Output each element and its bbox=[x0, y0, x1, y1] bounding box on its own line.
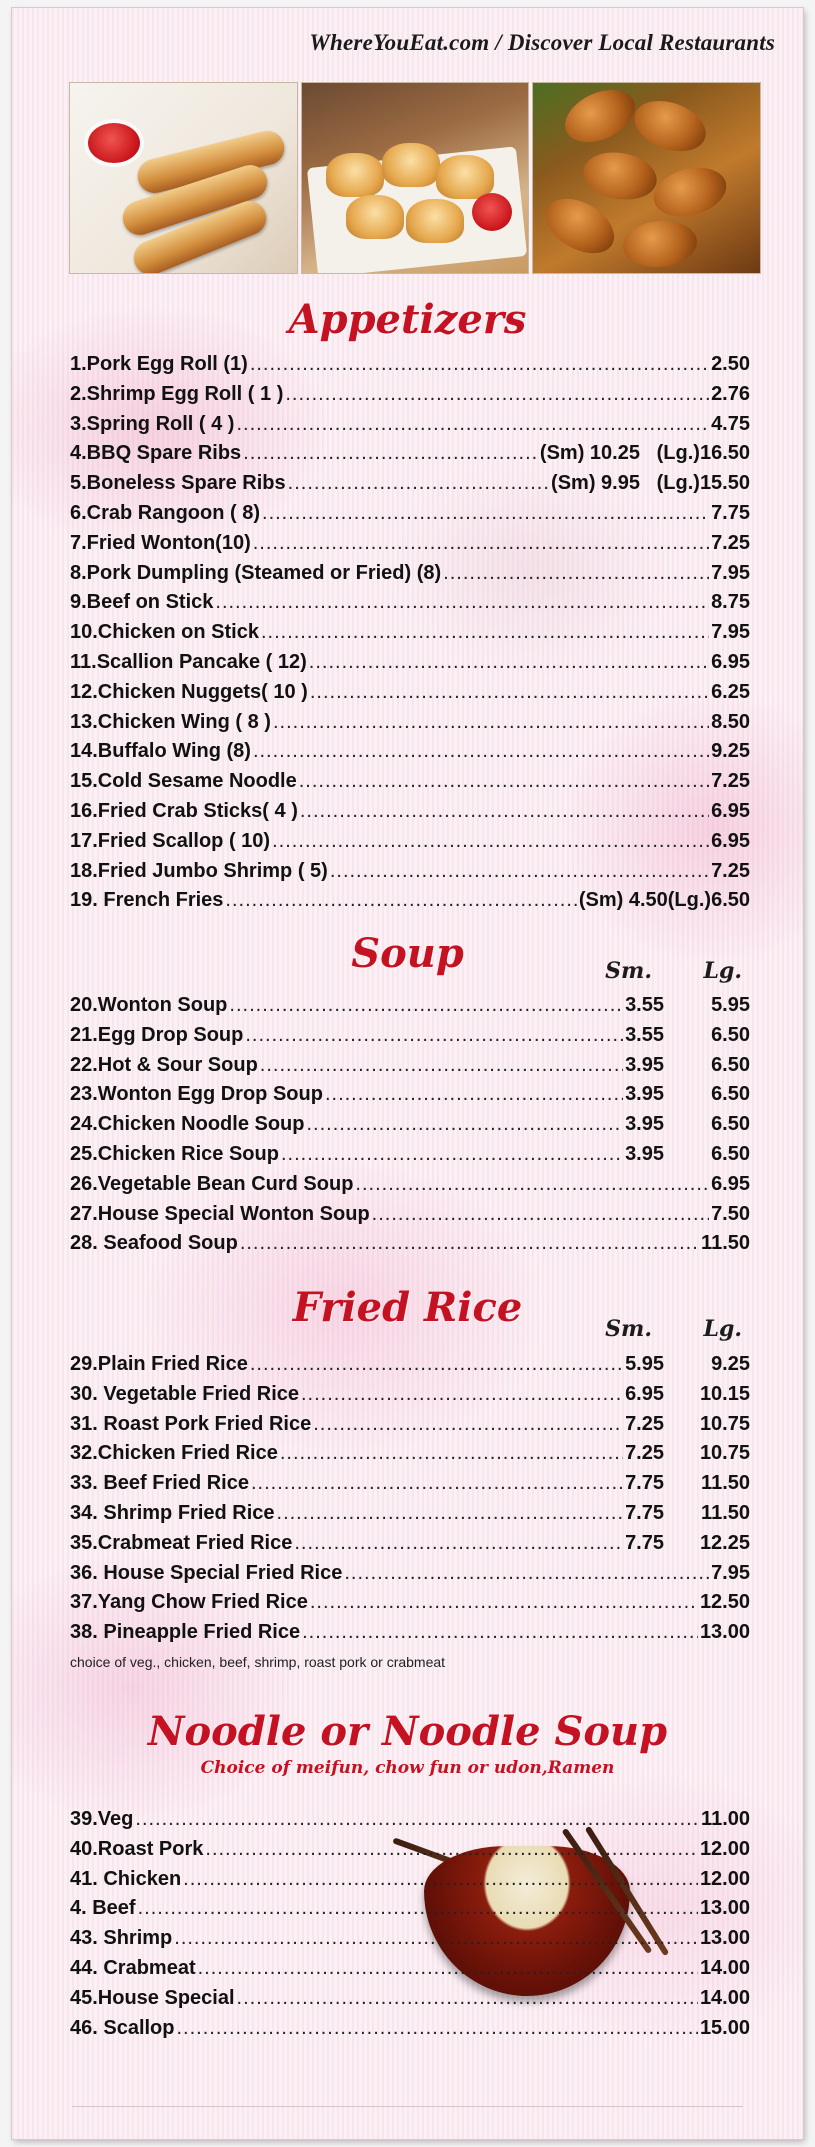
soup-list bbox=[70, 994, 750, 1262]
noodle-list bbox=[70, 1808, 750, 2046]
soup-heading: Soup bbox=[351, 930, 464, 977]
menu-item[interactable]: 33. Beef Fried Rice ..... 7.75 11.50 bbox=[70, 1472, 750, 1502]
menu-item[interactable]: 5.Boneless Spare Ribs ..... (Sm) 9.95 (Lg.)15.50 bbox=[70, 472, 750, 502]
menu-item[interactable]: 18.Fried Jumbo Shrimp ( 5) ..... 7.25 bbox=[70, 860, 750, 890]
menu-item[interactable]: 35.Crabmeat Fried Rice ..... 7.75 12.25 bbox=[70, 1532, 750, 1562]
noodle-subtitle: Choice of meifun, chow fun or udon,Ramen bbox=[200, 1758, 615, 1778]
menu-item[interactable]: 23.Wonton Egg Drop Soup ..... 3.95 6.50 bbox=[70, 1083, 750, 1113]
appetizers-list bbox=[70, 353, 750, 919]
menu-item[interactable]: 32.Chicken Fried Rice ..... 7.25 10.75 bbox=[70, 1442, 750, 1472]
menu-item[interactable]: 44. Crabmeat ..... 14.00 bbox=[70, 1957, 750, 1987]
menu-item[interactable]: 12.Chicken Nuggets( 10 ) ..... 6.25 bbox=[70, 681, 750, 711]
menu-item[interactable]: 28. Seafood Soup ..... 11.50 bbox=[70, 1232, 750, 1262]
menu-item[interactable]: 10.Chicken on Stick ..... 7.95 bbox=[70, 621, 750, 651]
fried-rice-note: choice of veg., chicken, beef, shrimp, roast pork or crabmeat bbox=[70, 1654, 446, 1670]
fried-rice-small-column-header: Sm. bbox=[605, 1316, 652, 1342]
menu-item[interactable]: 6.Crab Rangoon ( 8) ..... 7.75 bbox=[70, 502, 750, 532]
menu-item[interactable]: 2.Shrimp Egg Roll ( 1 ) ..... 2.76 bbox=[70, 383, 750, 413]
soup-small-column-header: Sm. bbox=[605, 958, 652, 984]
menu-item[interactable]: 41. Chicken ..... 12.00 bbox=[70, 1868, 750, 1898]
menu-item[interactable]: 29.Plain Fried Rice ..... 5.95 9.25 bbox=[70, 1353, 750, 1383]
menu-item[interactable]: 40.Roast Pork ..... 12.00 bbox=[70, 1838, 750, 1868]
menu-item[interactable]: 26.Vegetable Bean Curd Soup ..... 6.95 bbox=[70, 1173, 750, 1203]
menu-item[interactable]: 30. Vegetable Fried Rice ..... 6.95 10.15 bbox=[70, 1383, 750, 1413]
menu-item[interactable]: 27.House Special Wonton Soup ..... 7.50 bbox=[70, 1203, 750, 1233]
menu-item[interactable]: 36. House Special Fried Rice ..... 7.95 bbox=[70, 1562, 750, 1592]
appetizers-heading: Appetizers bbox=[288, 296, 527, 343]
page-divider bbox=[72, 2106, 743, 2107]
food-photo-strip bbox=[69, 82, 761, 274]
menu-item[interactable]: 43. Shrimp ..... 13.00 bbox=[70, 1927, 750, 1957]
menu-item[interactable]: 16.Fried Crab Sticks( 4 ) ..... 6.95 bbox=[70, 800, 750, 830]
menu-item[interactable]: 25.Chicken Rice Soup ..... 3.95 6.50 bbox=[70, 1143, 750, 1173]
menu-item[interactable]: 4. Beef ..... 13.00 bbox=[70, 1897, 750, 1927]
menu-item[interactable]: 4.BBQ Spare Ribs ..... (Sm) 10.25 (Lg.)16.50 bbox=[70, 442, 750, 472]
menu-item[interactable]: 21.Egg Drop Soup ..... 3.55 6.50 bbox=[70, 1024, 750, 1054]
menu-item[interactable]: 19. French Fries ..... (Sm) 4.50(Lg.)6.50 bbox=[70, 889, 750, 919]
soup-large-column-header: Lg. bbox=[703, 958, 742, 984]
chicken-wing-photo-icon bbox=[532, 82, 761, 274]
fried-rice-large-column-header: Lg. bbox=[703, 1316, 742, 1342]
menu-item[interactable]: 14.Buffalo Wing (8) ..... 9.25 bbox=[70, 740, 750, 770]
menu-item[interactable]: 8.Pork Dumpling (Steamed or Fried) (8) ..... 7.95 bbox=[70, 562, 750, 592]
menu-item[interactable]: 20.Wonton Soup ..... 3.55 5.95 bbox=[70, 994, 750, 1024]
menu-item[interactable]: 45.House Special ..... 14.00 bbox=[70, 1987, 750, 2017]
fried-rice-heading: Fried Rice bbox=[292, 1284, 523, 1331]
menu-page bbox=[12, 8, 803, 2139]
fried-rice-list bbox=[70, 1353, 750, 1651]
menu-item[interactable]: 38. Pineapple Fried Rice ..... 13.00 bbox=[70, 1621, 750, 1651]
menu-item[interactable]: 13.Chicken Wing ( 8 ) ..... 8.50 bbox=[70, 711, 750, 741]
menu-item[interactable]: 24.Chicken Noodle Soup ..... 3.95 6.50 bbox=[70, 1113, 750, 1143]
menu-item[interactable]: 7.Fried Wonton(10) ..... 7.25 bbox=[70, 532, 750, 562]
noodle-heading: Noodle or Noodle Soup bbox=[147, 1708, 668, 1755]
menu-item[interactable]: 9.Beef on Stick ..... 8.75 bbox=[70, 591, 750, 621]
menu-item[interactable]: 37.Yang Chow Fried Rice ..... 12.50 bbox=[70, 1591, 750, 1621]
menu-item[interactable]: 31. Roast Pork Fried Rice ..... 7.25 10.75 bbox=[70, 1413, 750, 1443]
menu-item[interactable]: 34. Shrimp Fried Rice ..... 7.75 11.50 bbox=[70, 1502, 750, 1532]
menu-item[interactable]: 3.Spring Roll ( 4 ) ..... 4.75 bbox=[70, 413, 750, 443]
menu-item[interactable]: 22.Hot & Sour Soup ..... 3.95 6.50 bbox=[70, 1054, 750, 1084]
menu-item[interactable]: 17.Fried Scallop ( 10) ..... 6.95 bbox=[70, 830, 750, 860]
menu-item[interactable]: 1.Pork Egg Roll (1) ..... 2.50 bbox=[70, 353, 750, 383]
site-header[interactable]: WhereYouEat.com / Discover Local Restaurants bbox=[309, 30, 775, 55]
egg-roll-photo-icon bbox=[69, 82, 298, 274]
menu-item[interactable]: 46. Scallop ..... 15.00 bbox=[70, 2017, 750, 2047]
menu-item[interactable]: 11.Scallion Pancake ( 12) ..... 6.95 bbox=[70, 651, 750, 681]
crab-rangoon-photo-icon bbox=[301, 82, 530, 274]
menu-item[interactable]: 15.Cold Sesame Noodle ..... 7.25 bbox=[70, 770, 750, 800]
menu-item[interactable]: 39.Veg ..... 11.00 bbox=[70, 1808, 750, 1838]
